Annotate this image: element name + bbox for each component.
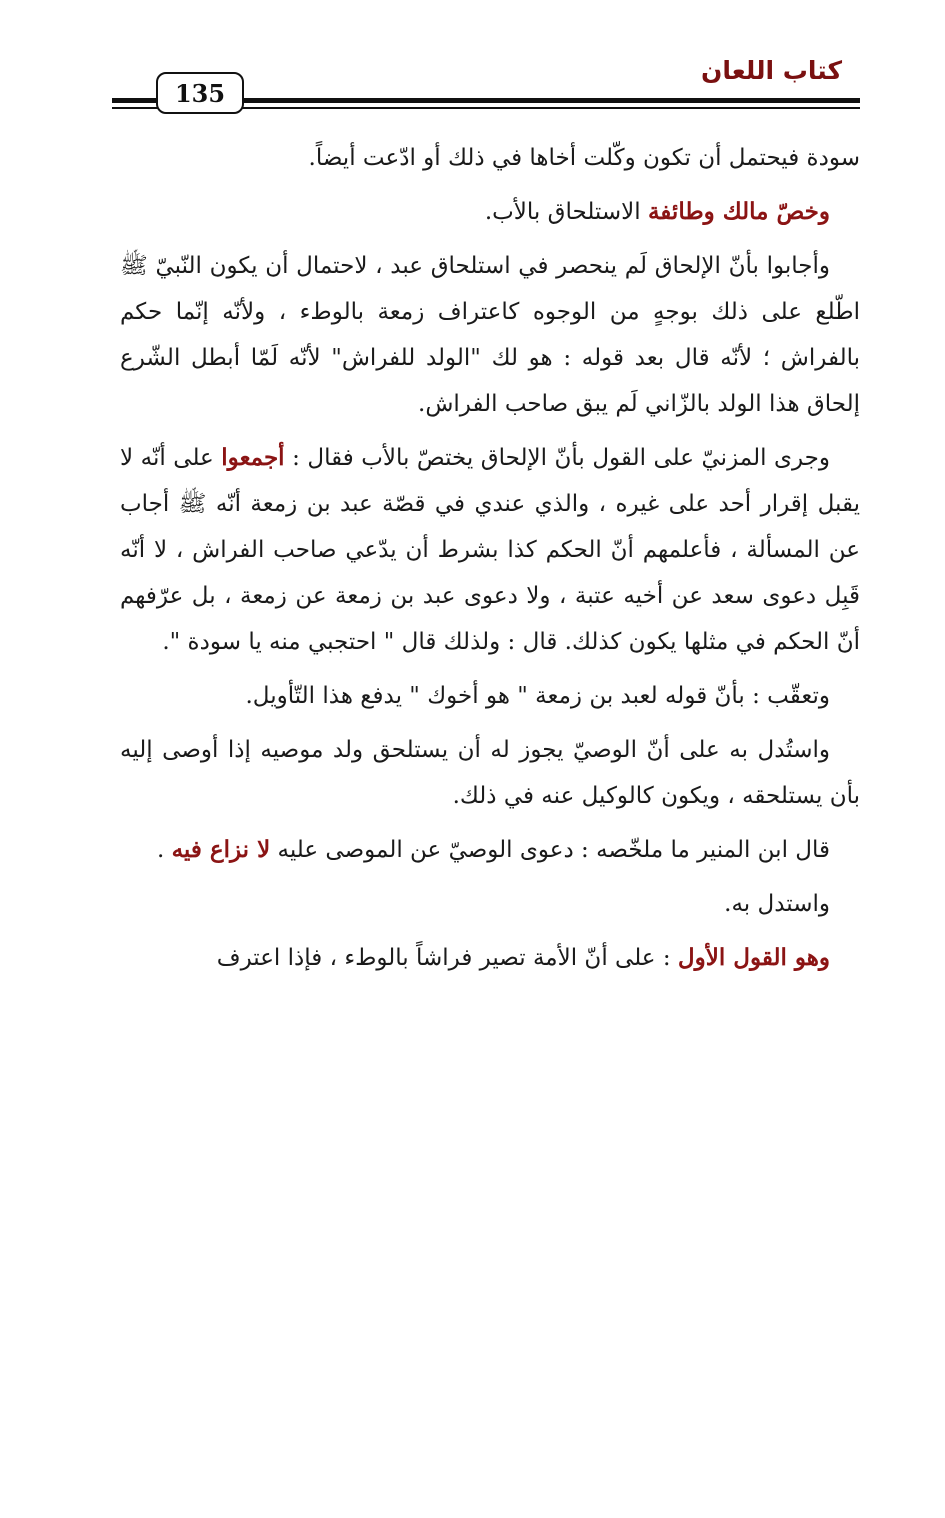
paragraph	[120, 673, 860, 719]
paragraph	[120, 435, 860, 665]
text-run: وأجابوا بأنّ الإلحاق لَم ينحصر في استلحاق عبد ، لاحتمال أن يكون النّبيّ ﷺ اطّلع على ذلك بوجهٍ من الوجوه كاعتراف زمعة بالوطء ، ولأنّه إنّما حكم بالفراش ؛ لأنّه قال بعد قوله : هو لك "الولد للفراش" لأنّه لَمّا أبطل الشّرع إلحاق هذا الولد بالزّاني لَم يبق صاحب الفراش.	[120, 253, 860, 417]
paragraph	[120, 935, 860, 981]
text-run: : على أنّ الأمة تصير فراشاً بالوطء ، فإذا اعترف	[216, 945, 678, 971]
text-run: وتعقّب : بأنّ قوله لعبد بن زمعة " هو أخوك " يدفع هذا التّأويل.	[245, 683, 830, 709]
paragraph	[120, 189, 860, 235]
text-run: وجرى المزنيّ على القول بأنّ الإلحاق يختصّ بالأب فقال :	[284, 445, 830, 471]
highlighted-phrase: أجمعوا	[221, 444, 285, 471]
page-header	[112, 52, 860, 112]
paragraph	[120, 727, 860, 819]
text-run: على أنّه لا يقبل إقرار أحد على غيره ، والذي عندي في قصّة عبد بن زمعة أنّه ﷺ أجاب عن المسألة ، فأعلمهم أنّ الحكم كذا بشرط أن يدّعي صاحب الفراش ، لا أنّه قَبِل دعوى سعد عن أخيه عتبة ، ولا دعوى عبد بن زمعة عن زمعة ، بل عرّفهم أنّ الحكم في مثلها يكون كذلك. قال : ولذلك قال " احتجبي منه يا سودة ".	[120, 445, 860, 655]
text-run: قال ابن المنير ما ملخّصه : دعوى الوصيّ عن الموصى عليه	[270, 837, 830, 863]
highlighted-phrase: وهو القول الأول	[677, 944, 830, 971]
text-run: واستدل به.	[724, 891, 830, 917]
book-title: كتاب اللعان	[701, 56, 842, 85]
page-number: 135	[156, 72, 244, 114]
text-run: الاستلحاق بالأب.	[484, 199, 648, 225]
main-text	[120, 135, 860, 989]
highlighted-phrase: لا نزاع فيه	[171, 836, 271, 863]
text-run: واستُدل به على أنّ الوصيّ يجوز له أن يستلحق ولد موصيه إذا أوصى إليه بأن يستلحقه ، ويكون كالوكيل عنه في ذلك.	[120, 737, 860, 809]
text-run: .	[156, 837, 172, 863]
text-run: سودة فيحتمل أن تكون وكّلت أخاها في ذلك أو ادّعت أيضاً.	[308, 145, 860, 171]
paragraph	[120, 881, 860, 927]
paragraph	[120, 135, 860, 181]
paragraph	[120, 243, 860, 427]
highlighted-phrase: وخصّ مالك وطائفة	[647, 198, 830, 225]
paragraph	[120, 827, 860, 873]
